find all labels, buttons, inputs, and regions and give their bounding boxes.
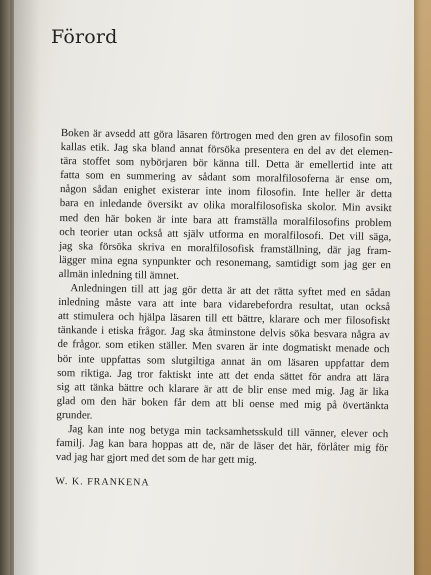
- spine-shadow: [10, 0, 40, 575]
- text-line: Jag kan inte nog betyga min tacksamhetsskuld till vänner, elever och: [68, 423, 389, 441]
- body-text: [55, 126, 393, 495]
- author-signature: W. K. FRANKENA: [55, 476, 150, 489]
- text-line: bara en inledande översikt av olika moralfilosofiska skolor. Min avsikt: [59, 197, 392, 215]
- page-heading: Förord: [51, 26, 118, 48]
- text-line: Anledningen till att jag gör detta är att det rätta syftet med en sådan: [70, 282, 391, 300]
- text-line: lägger mina egna synpunkter och resonemang, samtidigt som jag ger en: [58, 253, 391, 272]
- text-line: med den här boken är inte bara att framställa moralfilosofins problem: [59, 211, 392, 229]
- text-line: Boken är avsedd att göra läsaren förtrogen med den gren av filosofin som: [60, 126, 393, 145]
- text-line: och teorier utan också att själv utforma en moralfilosofi. Det vill säga,: [59, 225, 392, 243]
- text-line: familj. Jag kan bara hoppas att de, när de läser det här, förlåter mig för: [55, 437, 389, 455]
- text-line: grunder.: [56, 408, 93, 422]
- text-line: sig att tänka bättre och klarare är att de blir ense med mig. Jag är lika: [56, 380, 389, 398]
- text-line: jag ska försöka skriva en moralfilosofisk framställning, där jag fram-: [59, 239, 392, 257]
- text-line: glad om den här boken får dem att bli oense med mig på övertänkta: [56, 394, 389, 412]
- text-line: kallas etik. Jag ska bland annat försöka presentera en del av det elemen-: [60, 141, 393, 159]
- paragraph-2: [56, 281, 390, 427]
- text-line: tära stoffet som nybörjaren bör känna till. Detta är emellertid inte att: [60, 155, 393, 173]
- text-line: fatta som en summering av sådant som moralfilosoferna är ense om,: [60, 169, 393, 187]
- text-line: någon sådan enighet existerar inte inom filosofin. Inte heller är detta: [59, 183, 393, 201]
- text-line: de frågor. som etiken ställer. Men svaren är inte dogmatiskt menade och: [57, 338, 390, 356]
- text-line: tänkande i etiska frågor. Jag ska åtminstone delvis söka besvara några av: [57, 324, 390, 342]
- text-line: bör inte uppfattas som slutgiltiga annat än om läsaren uppfattar dem: [57, 352, 390, 370]
- paragraph-1: [59, 126, 393, 286]
- text-line: som riktiga. Jag tror faktiskt inte att det enda sättet för andra att lära: [57, 366, 390, 384]
- text-line: inledning måste vara att inte bara vidarebefordra resultat, utan också: [58, 296, 391, 314]
- paragraph-3: [56, 422, 389, 469]
- text-line: att stimulera och hjälpa läsaren till ett bättre, klarare och mer filosofiskt: [57, 310, 391, 328]
- text-line: vad jag har gjort med det som de har gett mig.: [55, 451, 257, 467]
- text-line: allmän inledning till ämnet.: [58, 267, 180, 282]
